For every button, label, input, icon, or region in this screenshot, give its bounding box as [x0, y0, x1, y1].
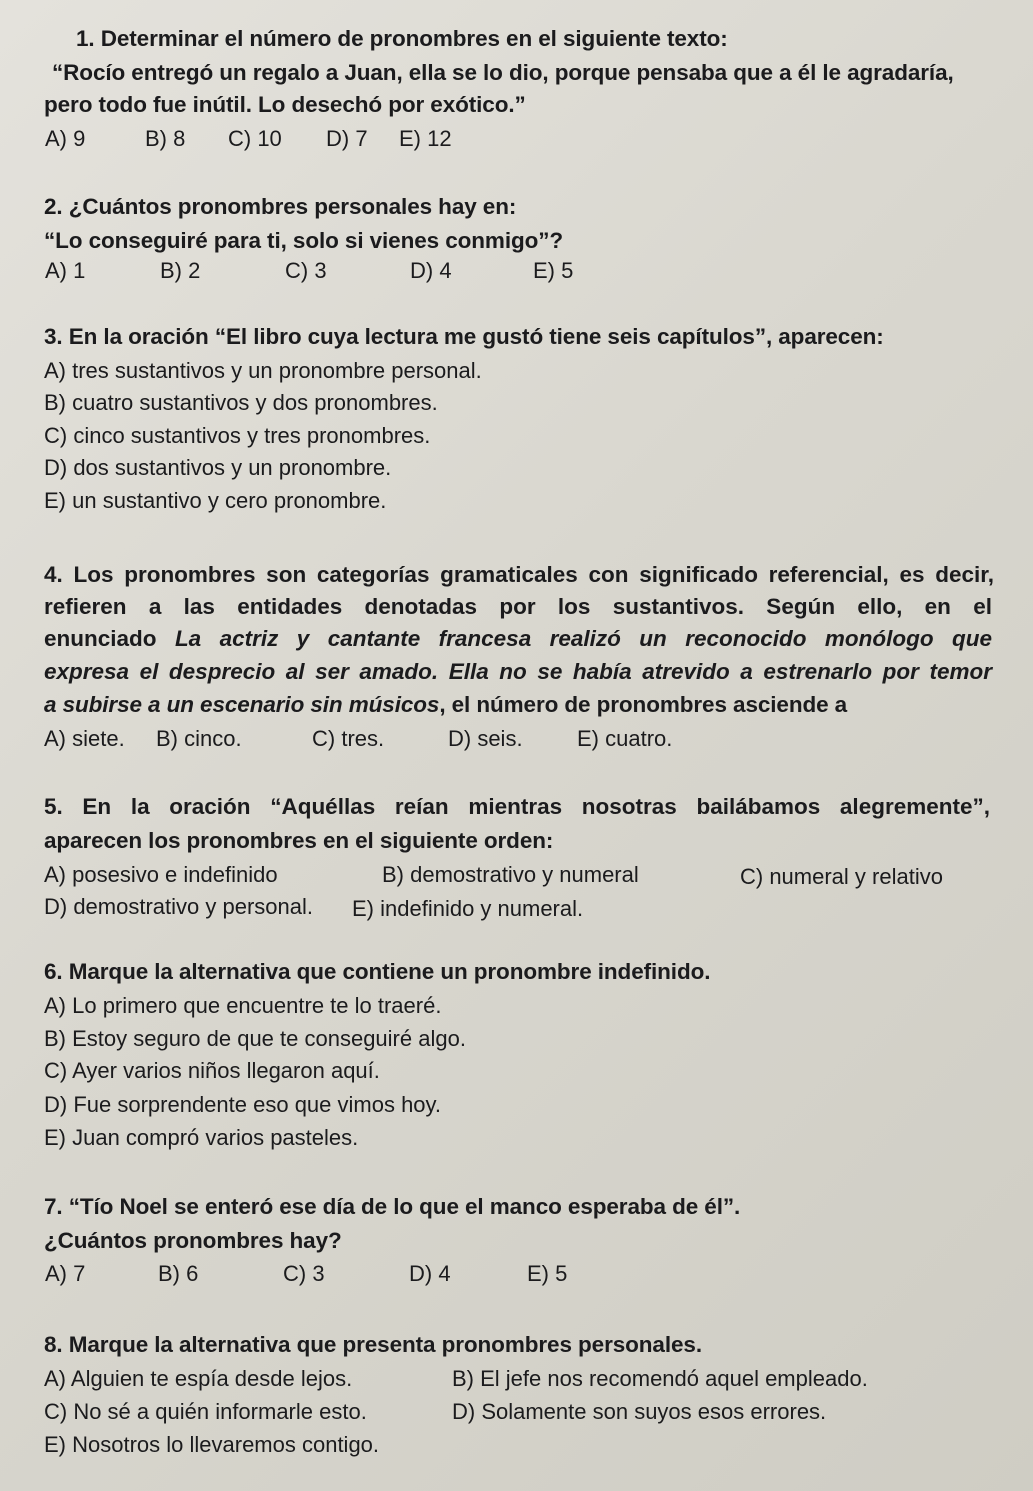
question-1-text-line-1: “Rocío entregó un regalo a Juan, ella se lo dio, porque pensaba que a él le agradaría,: [52, 60, 954, 85]
question-4-option-b: B) cinco.: [156, 726, 242, 751]
question-2-option-a: A) 1: [45, 258, 86, 283]
question-4-line-3: [44, 624, 992, 654]
question-8-title: 8. Marque la alternativa que presenta pronombres personales.: [44, 1332, 702, 1357]
question-3-option-b: B) cuatro sustantivos y dos pronombres.: [44, 390, 438, 415]
question-2-text: “Lo conseguiré para ti, solo si vienes conmigo”?: [44, 228, 564, 253]
question-6-option-c: C) Ayer varios niños llegaron aquí.: [44, 1058, 380, 1083]
question-1-text-line-2: pero todo fue inútil. Lo desechó por exótico.”: [44, 92, 526, 117]
question-8-option-d: D) Solamente son suyos esos errores.: [452, 1399, 827, 1424]
question-8-option-b: B) El jefe nos recomendó aquel empleado.: [452, 1366, 868, 1391]
question-8-option-a: A) Alguien te espía desde lejos.: [44, 1366, 353, 1391]
question-4-option-e: E) cuatro.: [577, 726, 673, 751]
question-5-line-1: 5. En la oración “Aquéllas reían mientras nosotras bailábamos alegremente”,: [44, 794, 990, 819]
question-3-option-d: D) dos sustantivos y un pronombre.: [44, 455, 392, 480]
question-4-line-4: expresa el desprecio al ser amado. Ella no se había atrevido a estrenarlo por temor: [44, 659, 992, 684]
question-7-option-e: E) 5: [527, 1261, 568, 1286]
question-5-option-b: B) demostrativo y numeral: [382, 862, 639, 887]
question-6-option-e: E) Juan compró varios pasteles.: [44, 1125, 359, 1150]
question-7-option-a: A) 7: [45, 1261, 86, 1286]
question-4-line-5-suffix: , el número de pronombres asciende a: [439, 692, 848, 717]
question-3-option-e: E) un sustantivo y cero pronombre.: [44, 488, 387, 513]
question-2-option-c: C) 3: [285, 258, 327, 283]
question-5-option-a: A) posesivo e indefinido: [44, 862, 278, 887]
question-7-option-b: B) 6: [158, 1261, 199, 1286]
question-3-title: 3. En la oración “El libro cuya lectura me gustó tiene seis capítulos”, aparecen:: [44, 324, 884, 349]
question-7-option-c: C) 3: [283, 1261, 325, 1286]
question-4-line-5: [44, 690, 847, 720]
question-6-title: 6. Marque la alternativa que contiene un pronombre indefinido.: [44, 959, 711, 984]
question-1-option-e: E) 12: [399, 126, 452, 151]
question-6-option-b: B) Estoy seguro de que te conseguiré algo.: [44, 1026, 466, 1051]
question-2-option-b: B) 2: [160, 258, 201, 283]
question-1-option-b: B) 8: [145, 126, 186, 151]
question-1-title: 1. Determinar el número de pronombres en el siguiente texto:: [76, 26, 728, 51]
question-8-option-c: C) No sé a quién informarle esto.: [44, 1399, 367, 1424]
question-2-option-e: E) 5: [533, 258, 574, 283]
question-8-option-e: E) Nosotros lo llevaremos contigo.: [44, 1432, 380, 1457]
question-4-line-3-prefix: enunciado: [44, 626, 157, 651]
question-5-option-c: C) numeral y relativo: [740, 864, 943, 889]
question-5-line-2: aparecen los pronombres en el siguiente orden:: [44, 828, 554, 853]
question-4-line-5-italic: a subirse a un escenario sin músicos: [44, 692, 440, 717]
question-2-option-d: D) 4: [410, 258, 452, 283]
question-6-option-d: D) Fue sorprendente eso que vimos hoy.: [44, 1092, 442, 1117]
question-5-option-d: D) demostrativo y personal.: [44, 894, 313, 919]
question-4-option-d: D) seis.: [448, 726, 523, 751]
question-5-option-e: E) indefinido y numeral.: [352, 896, 584, 921]
question-6-option-a: A) Lo primero que encuentre te lo traeré.: [44, 993, 442, 1018]
question-4-option-c: C) tres.: [312, 726, 385, 751]
question-3-option-c: C) cinco sustantivos y tres pronombres.: [44, 423, 431, 448]
question-2-title: 2. ¿Cuántos pronombres personales hay en:: [44, 194, 517, 219]
question-4-option-a: A) siete.: [44, 726, 125, 751]
question-1-option-a: A) 9: [45, 126, 86, 151]
question-4-line-2: refieren a las entidades denotadas por los sustantivos. Según ello, en el: [44, 594, 992, 619]
question-1-option-c: C) 10: [228, 126, 282, 151]
question-7-line-2: ¿Cuántos pronombres hay?: [44, 1228, 342, 1253]
question-4-line-3-italic: La actriz y cantante francesa realizó un reconocido monólogo que: [174, 626, 992, 651]
question-7-option-d: D) 4: [409, 1261, 451, 1286]
question-7-line-1: 7. “Tío Noel se enteró ese día de lo que el manco esperaba de él”.: [44, 1194, 741, 1219]
question-1-option-d: D) 7: [326, 126, 368, 151]
question-4-line-1: 4. Los pronombres son categorías gramaticales con significado referencial, es decir,: [44, 562, 994, 587]
question-3-option-a: A) tres sustantivos y un pronombre personal.: [44, 358, 482, 383]
